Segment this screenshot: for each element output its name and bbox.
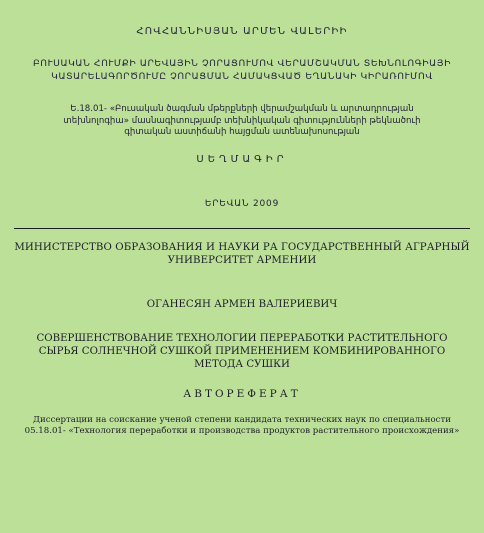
russian-thesis-title: СОВЕРШЕНСТВОВАНИЕ ТЕХНОЛОГИИ ПЕРЕРАБОТКИ РАСТИТЕЛЬНОГО СЫРЬЯ СОЛНЕЧНОЙ СУШКОЙ ПРИМЕНЕНИЕМ КОМБИНИРОВАННОГО МЕТОДА СУШКИ: [36, 332, 448, 370]
russian-ministry-heading: МИНИСТЕРСТВО ОБРАЗОВАНИЯ И НАУКИ РА ГОСУДАРСТВЕННЫЙ АГРАРНЫЙ УНИВЕРСИТЕТ АРМЕНИИ: [14, 241, 470, 266]
armenian-abstract-label: ՍԵՂՄԱԳԻՐ: [196, 153, 288, 165]
armenian-specialty-text: Ե.18.01- «Բուսական ծագման մթերքների վերամշակման և արտադրության տեխնոլոգիա» մասնագիտությամբ տեխնիկական գիտությունների թեկնածուի գիտական աստիճանի հայցման ատենախոսության: [63, 104, 421, 137]
armenian-author-name: ՀՈՎՀԱՆՆԻՍՅԱՆ ԱՐՄԵՆ ՎԱԼԵՐԻԻ: [136, 26, 348, 37]
russian-abstract-label: АВТОРЕФЕРАТ: [183, 387, 301, 400]
armenian-city-year: ԵՐԵՎԱՆ 2009: [204, 198, 280, 209]
russian-author-name: ОГАНЕСЯН АРМЕН ВАЛЕРИЕВИЧ: [146, 298, 338, 310]
russian-dissertation-text: Диссертации на соискание ученой степени кандидата технических наук по специальности 05.18.01- «Технология переработки и производства продуктов растительного происхождения»: [24, 414, 460, 436]
armenian-thesis-title: ԲՈՒՍԱԿԱՆ ՀՈՒՄՔԻ ԱՐԵՎԱՅԻՆ ՉՈՐԱՑՈՒՄՈՎ ՎԵՐԱՄՇԱԿՄԱՆ ՏԵԽՆՈԼՈԳԻԱՅԻ ԿԱՏԱՐԵԼԱԳՈՐԾՈՒՄԸ ՉՈՐԱՑՄԱՆ ՀԱՄԱԿՑՎԱԾ ԵՂԱՆԱԿԻ ԿԻՐԱՌՈՒՄՈՎ: [32, 58, 452, 82]
section-divider: [14, 228, 470, 229]
